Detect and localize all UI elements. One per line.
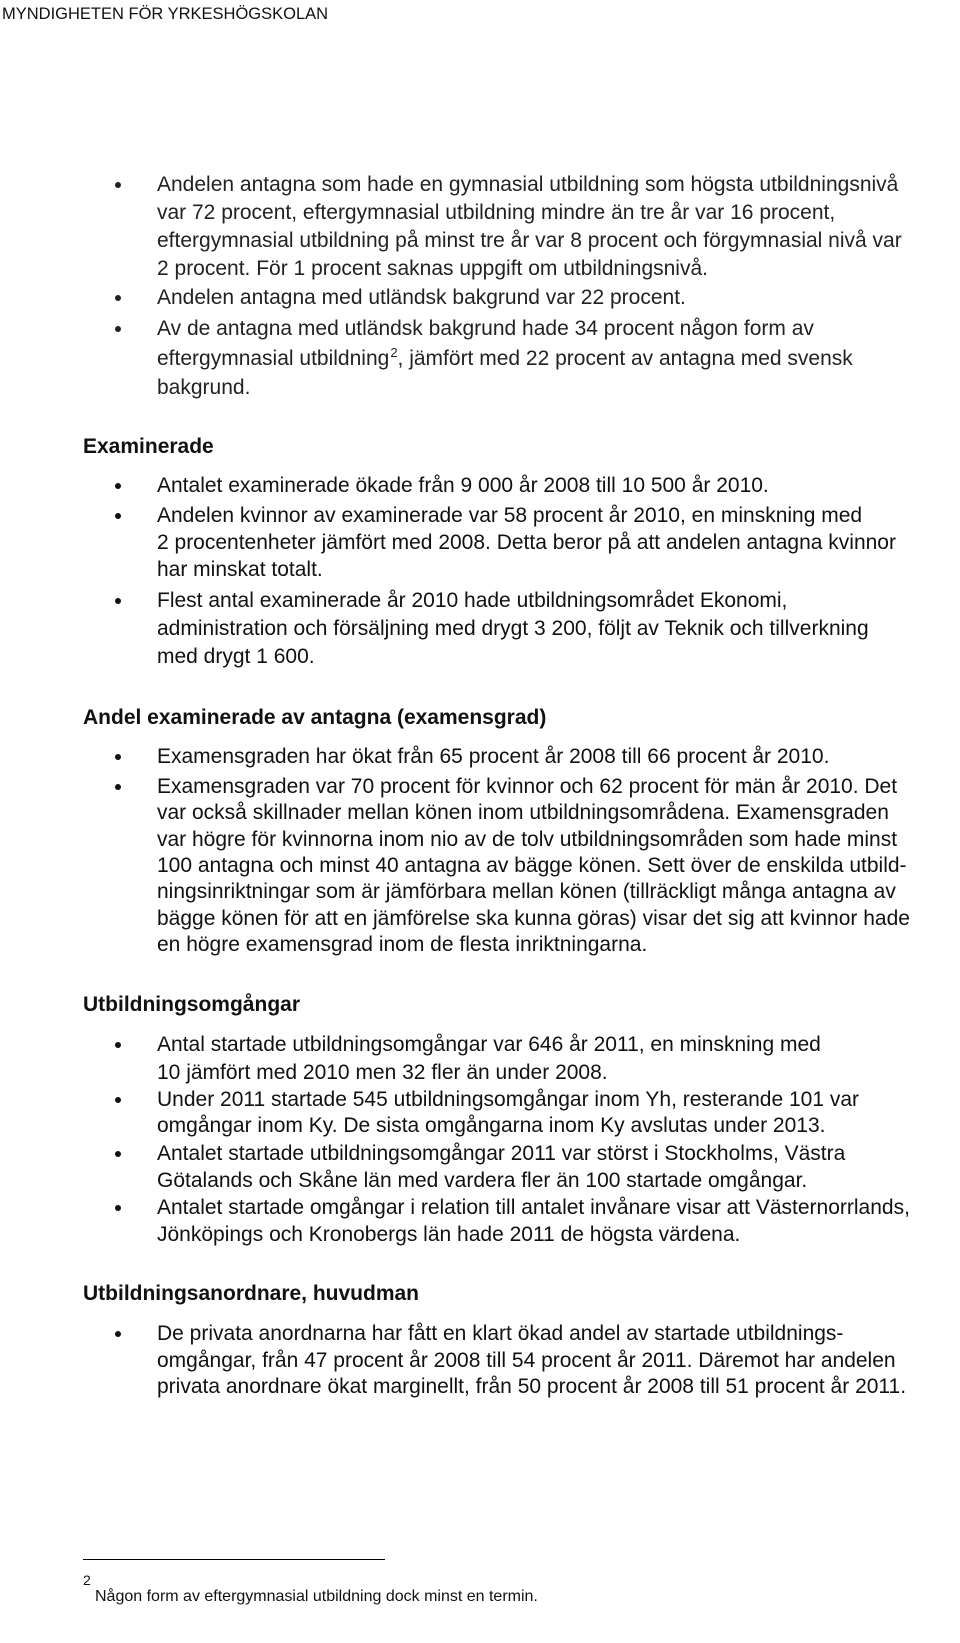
text-line: Antalet startade omgångar i relation till antalet invånare visar att Västernorrlands, bbox=[157, 1196, 910, 1219]
bullet-text bbox=[157, 1321, 906, 1401]
section-heading: Examinerade bbox=[83, 435, 214, 458]
text-line: Under 2011 startade 545 utbildningsomgångar inom Yh, resterande 101 var bbox=[157, 1088, 860, 1111]
text-line: De privata anordnarna har fått en klart ökad andel av startade utbildnings- bbox=[157, 1322, 844, 1345]
text-line: ningsinriktningar som är jämförbara mellan könen (tillräckligt många antagna av bbox=[157, 880, 896, 904]
bullet-text bbox=[157, 171, 902, 283]
text-line: 10 jämfört med 2010 men 32 fler än under 2008. bbox=[157, 1061, 608, 1084]
bullet-dot bbox=[115, 1042, 121, 1048]
text-line: Andelen kvinnor av examinerade var 58 procent år 2010, en minskning med bbox=[157, 504, 863, 527]
text-line: med drygt 1 600. bbox=[157, 645, 315, 668]
page-header-org: MYNDIGHETEN FÖR YRKESHÖGSKOLAN bbox=[2, 5, 329, 23]
footnote-marker: 2 bbox=[83, 1572, 91, 1588]
text-line: 2 procent. För 1 procent saknas uppgift om utbildningsnivå. bbox=[157, 257, 708, 280]
text-line: Examensgraden har ökat från 65 procent år 2008 till 66 procent år 2010. bbox=[157, 745, 830, 768]
text-span: , jämfört med 22 procent av antagna med svensk bbox=[397, 346, 853, 370]
section-heading: Utbildningsanordnare, huvudman bbox=[83, 1282, 420, 1305]
text-line: administration och försäljning med drygt 3 200, följt av Teknik och tillverkning bbox=[157, 617, 869, 640]
text-line: omgångar, från 47 procent år 2008 till 54 procent år 2011. Däremot har andelen bbox=[157, 1348, 896, 1372]
text-line: 100 antagna och minst 40 antagna av bägge könen. Sett över de enskilda utbild- bbox=[157, 853, 907, 877]
text-line: eftergymnasial utbildning på minst tre år var 8 procent och förgymnasial nivå var bbox=[157, 229, 902, 252]
text-line: Examensgraden var 70 procent för kvinnor och 62 procent för män år 2010. Det bbox=[157, 775, 898, 798]
section-heading: Utbildningsomgångar bbox=[83, 993, 300, 1016]
text-line bbox=[157, 344, 853, 374]
bullet-text bbox=[157, 472, 769, 500]
bullet-text bbox=[157, 1140, 845, 1194]
text-line: Antalet examinerade ökade från 9 000 år 2008 till 10 500 år 2010. bbox=[157, 474, 769, 497]
text-line: var högre för kvinnorna inom nio av de tolv utbildningsområden som hade minst bbox=[157, 827, 898, 851]
bullet-dot bbox=[115, 1151, 121, 1157]
text-line: privata anordnare ökat marginellt, från 50 procent år 2008 till 51 procent år 2011. bbox=[157, 1375, 907, 1398]
bullet-text bbox=[157, 1194, 910, 1248]
text-line: Flest antal examinerade år 2010 hade utbildningsområdet Ekonomi, bbox=[157, 589, 788, 612]
bullet-text bbox=[157, 774, 910, 958]
text-line: var också skillnader mellan könen inom utbildningsområdena. Examensgraden bbox=[157, 801, 889, 825]
text-line: 2 procentenheter jämfört med 2008. Detta beror på att andelen antagna kvinnor bbox=[157, 531, 896, 554]
bullet-dot bbox=[115, 1331, 121, 1337]
text-line: Antalet startade utbildningsomgångar 2011 var störst i Stockholms, Västra bbox=[157, 1142, 846, 1165]
footnote-reference: 2 bbox=[390, 344, 398, 360]
text-line: bakgrund. bbox=[157, 376, 251, 399]
footnote-text: Någon form av eftergymnasial utbildning dock minst en termin. bbox=[95, 1588, 538, 1605]
text-line: Götalands och Skåne län med vardera fler än 100 startade omgångar. bbox=[157, 1169, 808, 1192]
bullet-dot bbox=[115, 182, 121, 188]
footnote-divider bbox=[83, 1559, 385, 1560]
text-line: Andelen antagna som hade en gymnasial utbildning som högsta utbildningsnivå bbox=[157, 173, 899, 196]
bullet-text bbox=[157, 1031, 821, 1087]
text-line: har minskat totalt. bbox=[157, 558, 323, 581]
bullet-text bbox=[157, 284, 686, 312]
bullet-text bbox=[157, 1087, 859, 1139]
bullet-text bbox=[157, 587, 869, 671]
bullet-dot bbox=[115, 326, 121, 332]
bullet-text bbox=[157, 743, 829, 771]
bullet-dot bbox=[115, 295, 121, 301]
bullet-dot bbox=[115, 784, 121, 790]
text-line: Andelen antagna med utländsk bakgrund var 22 procent. bbox=[157, 286, 686, 309]
text-span: eftergymnasial utbildning bbox=[157, 346, 390, 370]
bullet-dot bbox=[115, 754, 121, 760]
text-line: Av de antagna med utländsk bakgrund hade 34 procent någon form av bbox=[157, 317, 814, 340]
bullet-dot bbox=[115, 1097, 121, 1103]
text-line: en högre examensgrad inom de flesta inriktningarna. bbox=[157, 932, 648, 956]
bullet-text bbox=[157, 314, 853, 403]
bullet-dot bbox=[115, 598, 121, 604]
bullet-dot bbox=[115, 483, 121, 489]
bullet-dot bbox=[115, 1205, 121, 1211]
text-line: omgångar inom Ky. De sista omgångarna inom Ky avslutas under 2013. bbox=[157, 1114, 826, 1137]
text-line: bägge könen för att en jämförelse ska kunna göras) visar det sig att kvinnor hade bbox=[157, 906, 910, 930]
section-heading: Andel examinerade av antagna (examensgrad) bbox=[83, 706, 547, 729]
text-line: Antal startade utbildningsomgångar var 646 år 2011, en minskning med bbox=[157, 1033, 821, 1056]
bullet-text bbox=[157, 502, 896, 583]
bullet-dot bbox=[115, 513, 121, 519]
text-line: var 72 procent, eftergymnasial utbildning mindre än tre år var 16 procent, bbox=[157, 201, 836, 224]
text-line: Jönköpings och Kronobergs län hade 2011 de högsta värdena. bbox=[157, 1223, 741, 1246]
